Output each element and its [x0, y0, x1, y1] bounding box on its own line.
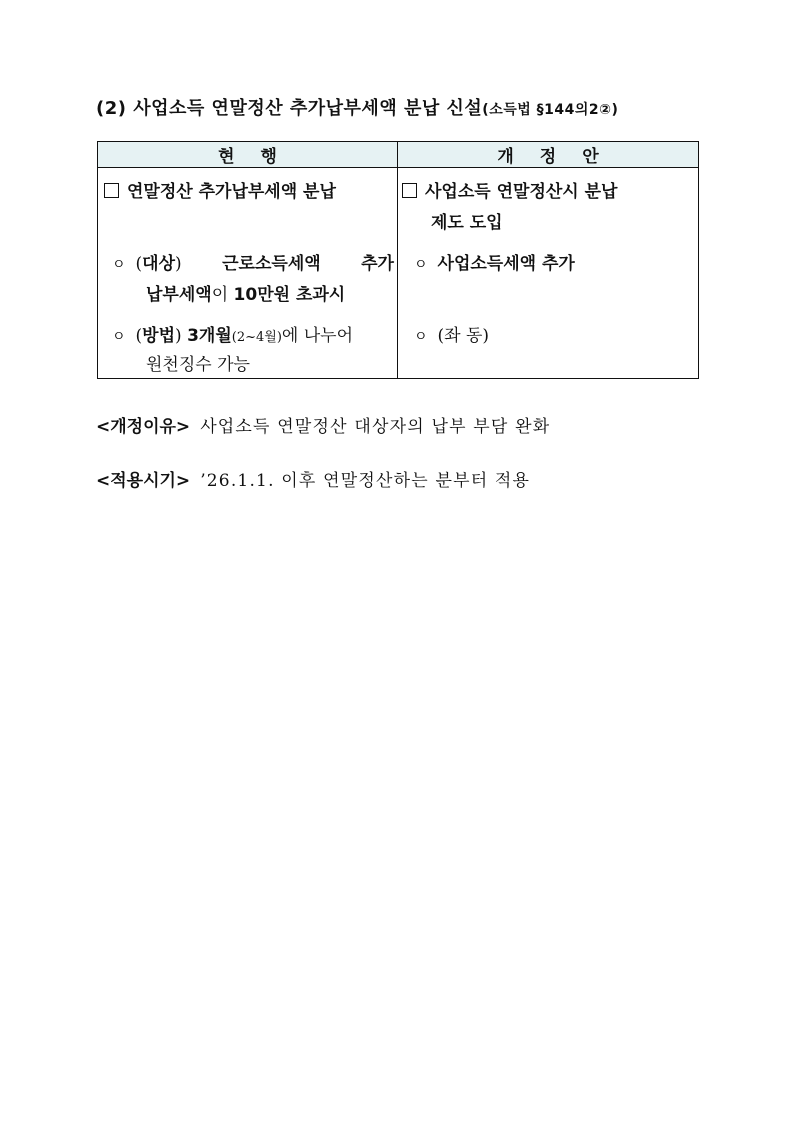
- current-bullet-2-cont: 원천징수 가능: [146, 355, 250, 375]
- checkbox-square-icon: [104, 183, 119, 198]
- bullet-circle-icon: ㅇ: [414, 329, 428, 345]
- current-bullet-1-cont: 납부세액이 10만원 초과시: [146, 285, 346, 305]
- reason-row: [96, 412, 550, 437]
- checkbox-square-icon: [402, 183, 417, 198]
- current-item: [104, 177, 336, 202]
- proposed-item-title: 사업소득 연말정산시 분납: [425, 182, 618, 202]
- bullet-tag: 대상: [142, 254, 176, 274]
- header-proposed: 개정안: [398, 142, 699, 168]
- effective-label: <적용시기>: [96, 471, 191, 491]
- bullet-circle-icon: ㅇ: [112, 329, 126, 345]
- bullet-circle-icon: ㅇ: [414, 257, 428, 273]
- current-bullet-2: ㅇ (방법) 3개월(2~4월)에 나누어: [112, 326, 353, 346]
- header-current: 현행: [98, 142, 398, 168]
- proposed-bullet-2: ㅇ (좌 동): [414, 326, 490, 346]
- section-title: (2) 사업소득 연말정산 추가납부세액 분납 신설(소득법 §144의2②): [96, 98, 619, 119]
- bullet-circle-icon: ㅇ: [112, 257, 126, 273]
- reason-text: 사업소득 연말정산 대상자의 납부 부담 완화: [200, 417, 551, 437]
- law-reference: (소득법 §144의2②): [482, 102, 619, 118]
- proposed-bullet-1: ㅇ 사업소득세액 추가: [414, 254, 575, 274]
- current-bullet-1: ㅇ (대상) 근로소득세액 추가: [112, 254, 394, 274]
- proposed-cell: [398, 168, 699, 379]
- effective-row: [96, 466, 530, 491]
- reason-label: <개정이유>: [96, 417, 191, 437]
- effective-text: ’26.1.1. 이후 연말정산하는 분부터 적용: [200, 471, 531, 491]
- proposed-item-cont: 제도 도입: [431, 213, 503, 233]
- current-cell: [98, 168, 398, 379]
- current-item-title: 연말정산 추가납부세액 분납: [127, 182, 336, 202]
- comparison-table: [97, 141, 699, 379]
- proposed-item: [402, 177, 617, 202]
